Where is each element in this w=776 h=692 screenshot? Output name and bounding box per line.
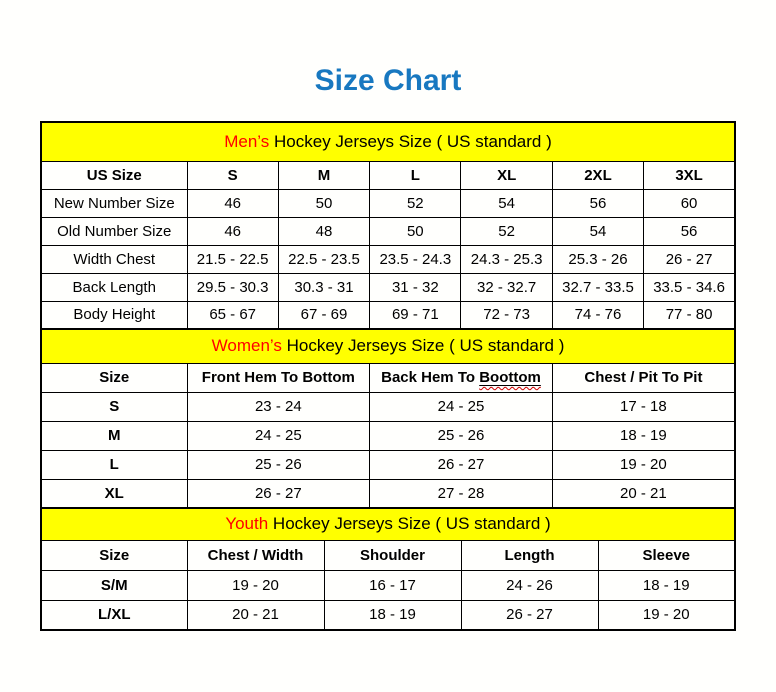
cell: 60 <box>644 189 735 217</box>
banner-text: Hockey Jerseys Size ( US standard ) <box>269 131 552 151</box>
page-title: Size Chart <box>314 64 462 97</box>
cell: 24 - 25 <box>370 392 553 421</box>
column-header: M <box>278 161 369 189</box>
banner-text: Hockey Jerseys Size ( US standard ) <box>268 514 551 534</box>
cell: 50 <box>278 189 369 217</box>
table-row <box>41 421 735 450</box>
cell: 72 - 73 <box>461 301 552 329</box>
cell: 20 - 21 <box>552 479 735 508</box>
cell: 19 - 20 <box>598 600 735 630</box>
table-row <box>41 217 735 245</box>
row-label: Old Number Size <box>41 217 187 245</box>
header-text: Back Hem To <box>381 369 480 386</box>
table-row <box>41 540 735 570</box>
row-label: Back Length <box>41 273 187 301</box>
table-row <box>41 329 735 363</box>
cell: 32.7 - 33.5 <box>552 273 643 301</box>
mens-section-banner <box>41 122 735 161</box>
cell: 56 <box>644 217 735 245</box>
cell: 69 - 71 <box>370 301 461 329</box>
cell: 67 - 69 <box>278 301 369 329</box>
cell: 56 <box>552 189 643 217</box>
cell: 32 - 32.7 <box>461 273 552 301</box>
cell: 33.5 - 34.6 <box>644 273 735 301</box>
column-header: Size <box>41 363 187 392</box>
cell: 77 - 80 <box>644 301 735 329</box>
table-row <box>41 450 735 479</box>
cell: 25.3 - 26 <box>552 245 643 273</box>
cell: 26 - 27 <box>644 245 735 273</box>
mens-size-table <box>40 121 736 330</box>
column-header: Shoulder <box>324 540 461 570</box>
cell: 26 - 27 <box>187 479 370 508</box>
cell: 17 - 18 <box>552 392 735 421</box>
table-row <box>41 363 735 392</box>
cell: 22.5 - 23.5 <box>278 245 369 273</box>
column-header-misspelled <box>370 363 553 392</box>
table-row <box>41 479 735 508</box>
cell: 26 - 27 <box>461 600 598 630</box>
row-label: L <box>41 450 187 479</box>
column-header: 2XL <box>552 161 643 189</box>
cell: 52 <box>370 189 461 217</box>
cell: 18 - 19 <box>598 570 735 600</box>
column-header: Chest / Pit To Pit <box>552 363 735 392</box>
row-label: M <box>41 421 187 450</box>
row-label: Width Chest <box>41 245 187 273</box>
cell: 24 - 25 <box>187 421 370 450</box>
banner-text: Hockey Jerseys Size ( US standard ) <box>281 336 565 356</box>
column-header: US Size <box>41 161 187 189</box>
cell: 50 <box>370 217 461 245</box>
cell: 19 - 20 <box>187 570 324 600</box>
column-header: S <box>187 161 278 189</box>
row-label: XL <box>41 479 187 508</box>
cell: 21.5 - 22.5 <box>187 245 278 273</box>
banner-accent: Men’s <box>224 131 270 151</box>
cell: 20 - 21 <box>187 600 324 630</box>
cell: 30.3 - 31 <box>278 273 369 301</box>
table-row <box>41 273 735 301</box>
cell: 65 - 67 <box>187 301 278 329</box>
table-row <box>41 161 735 189</box>
cell: 24 - 26 <box>461 570 598 600</box>
table-row <box>41 122 735 161</box>
column-header: Length <box>461 540 598 570</box>
cell: 54 <box>461 189 552 217</box>
cell: 16 - 17 <box>324 570 461 600</box>
cell: 54 <box>552 217 643 245</box>
misspelled-word: Boottom <box>479 369 541 386</box>
column-header: Front Hem To Bottom <box>187 363 370 392</box>
table-row <box>41 508 735 540</box>
table-row <box>41 301 735 329</box>
cell: 26 - 27 <box>370 450 553 479</box>
table-row <box>41 600 735 630</box>
column-header: L <box>370 161 461 189</box>
womens-section-banner <box>41 329 735 363</box>
cell: 48 <box>278 217 369 245</box>
cell: 24.3 - 25.3 <box>461 245 552 273</box>
cell: 25 - 26 <box>187 450 370 479</box>
row-label: Body Height <box>41 301 187 329</box>
cell: 23.5 - 24.3 <box>370 245 461 273</box>
row-label: New Number Size <box>41 189 187 217</box>
banner-accent: Women’s <box>211 336 282 356</box>
row-label: S/M <box>41 570 187 600</box>
column-header: Chest / Width <box>187 540 324 570</box>
cell: 25 - 26 <box>370 421 553 450</box>
table-row <box>41 189 735 217</box>
youth-size-table <box>40 507 736 631</box>
size-chart-tables <box>40 121 736 631</box>
cell: 74 - 76 <box>552 301 643 329</box>
cell: 19 - 20 <box>552 450 735 479</box>
cell: 23 - 24 <box>187 392 370 421</box>
column-header: XL <box>461 161 552 189</box>
row-label: S <box>41 392 187 421</box>
womens-size-table <box>40 328 736 509</box>
youth-section-banner <box>41 508 735 540</box>
table-row <box>41 392 735 421</box>
cell: 31 - 32 <box>370 273 461 301</box>
row-label: L/XL <box>41 600 187 630</box>
cell: 27 - 28 <box>370 479 553 508</box>
cell: 18 - 19 <box>324 600 461 630</box>
column-header: Size <box>41 540 187 570</box>
banner-accent: Youth <box>225 514 269 534</box>
cell: 18 - 19 <box>552 421 735 450</box>
cell: 29.5 - 30.3 <box>187 273 278 301</box>
table-row <box>41 245 735 273</box>
cell: 46 <box>187 189 278 217</box>
column-header: Sleeve <box>598 540 735 570</box>
column-header: 3XL <box>644 161 735 189</box>
cell: 52 <box>461 217 552 245</box>
table-row <box>41 570 735 600</box>
cell: 46 <box>187 217 278 245</box>
